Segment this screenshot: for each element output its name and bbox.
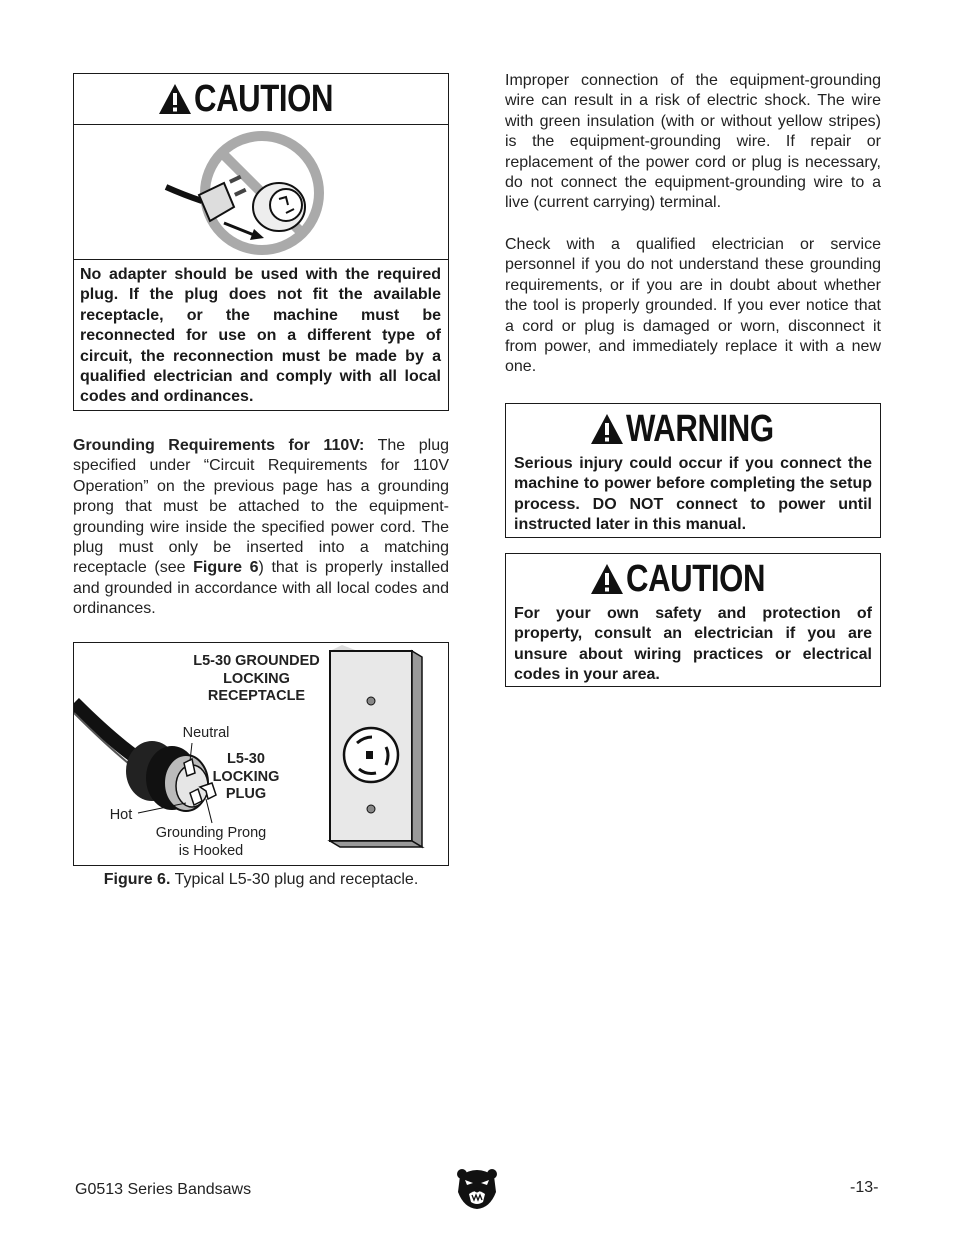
- caution-header: [506, 554, 880, 604]
- neutral-label: Neutral: [182, 725, 230, 741]
- figure-caption: Figure 6. Typical L5-30 plug and receptacle.: [103, 871, 419, 888]
- warning-title: WARNING: [626, 408, 774, 450]
- bear-logo: [456, 1166, 498, 1210]
- grounding-text-2: ) that is properly installed and grounded in accordance with all local codes and ordinances.: [73, 559, 449, 618]
- caution-body-text: No adapter should be used with the required plug. If the plug does not fit the available receptacle, or the machine must be reconnected for use on a different type of circuit, the reconnection must be made by a qualified electrician and comply with all local codes and ordinances.: [80, 266, 441, 406]
- figure-6-box: [73, 642, 449, 866]
- receptacle-label: L5-30 GROUNDED LOCKING RECEPTACLE: [193, 653, 320, 704]
- warning-triangle-icon: [590, 563, 624, 595]
- electrician-check-paragraph: Check with a qualified electrician or service personnel if you do not understand these grounding requirements, or if you are in doubt about whether the tool is properly grounded. If you ever notice that a cord or plug is damaged or worn, disconnect it from power, and immediately replace it with a new one.: [505, 236, 881, 376]
- grounding-prong-label: Grounding Prong is Hooked: [155, 825, 267, 859]
- hot-label: Hot: [109, 807, 133, 823]
- grounding-paragraph: [73, 436, 449, 620]
- warning-body-text: Serious injury could occur if you connect the machine to power before completing the setup process. DO NOT connect to power until instructed later in this manual.: [514, 455, 872, 534]
- no-adapter-illustration: [74, 125, 448, 260]
- warning-triangle-icon: [158, 83, 192, 115]
- plug-label: L5-30 LOCKING PLUG: [212, 751, 280, 802]
- caution-title: CAUTION: [626, 558, 766, 600]
- grounding-heading: Grounding Requirements for 110V:: [73, 437, 365, 454]
- footer-title: G0513 Series Bandsaws: [75, 1181, 252, 1198]
- caution-body-text: For your own safety and protection of property, consult an electrician if you are unsure about wiring practices or electrical codes in your area.: [514, 605, 872, 684]
- caution-header: [74, 74, 448, 125]
- warning-header: [506, 404, 880, 454]
- figure-ref: Figure 6: [193, 559, 259, 577]
- grounding-wire-paragraph: Improper connection of the equipment-grounding wire can result in a risk of electric shock. The wire with green insulation (with or without yellow stripes) is the equipment-grounding wire. If repair or replacement of the power cord or plug is necessary, do not connect the equipment-grounding wire to a live (current carrying) terminal.: [505, 72, 881, 212]
- page-number: -13-: [850, 1179, 879, 1196]
- caution-box-electrician: [505, 553, 881, 687]
- grounding-text-1: The plug specified under “Circuit Requirements for 110V Operation” on the previous page has a grounding prong that must be attached to the equipment-grounding wire inside the specified power cord. The plug must only be inserted into a matching receptacle (see: [73, 437, 450, 577]
- caution-box-adapter: [73, 73, 449, 411]
- warning-box: [505, 403, 881, 538]
- warning-triangle-icon: [590, 413, 624, 445]
- caution-title: CAUTION: [194, 78, 334, 120]
